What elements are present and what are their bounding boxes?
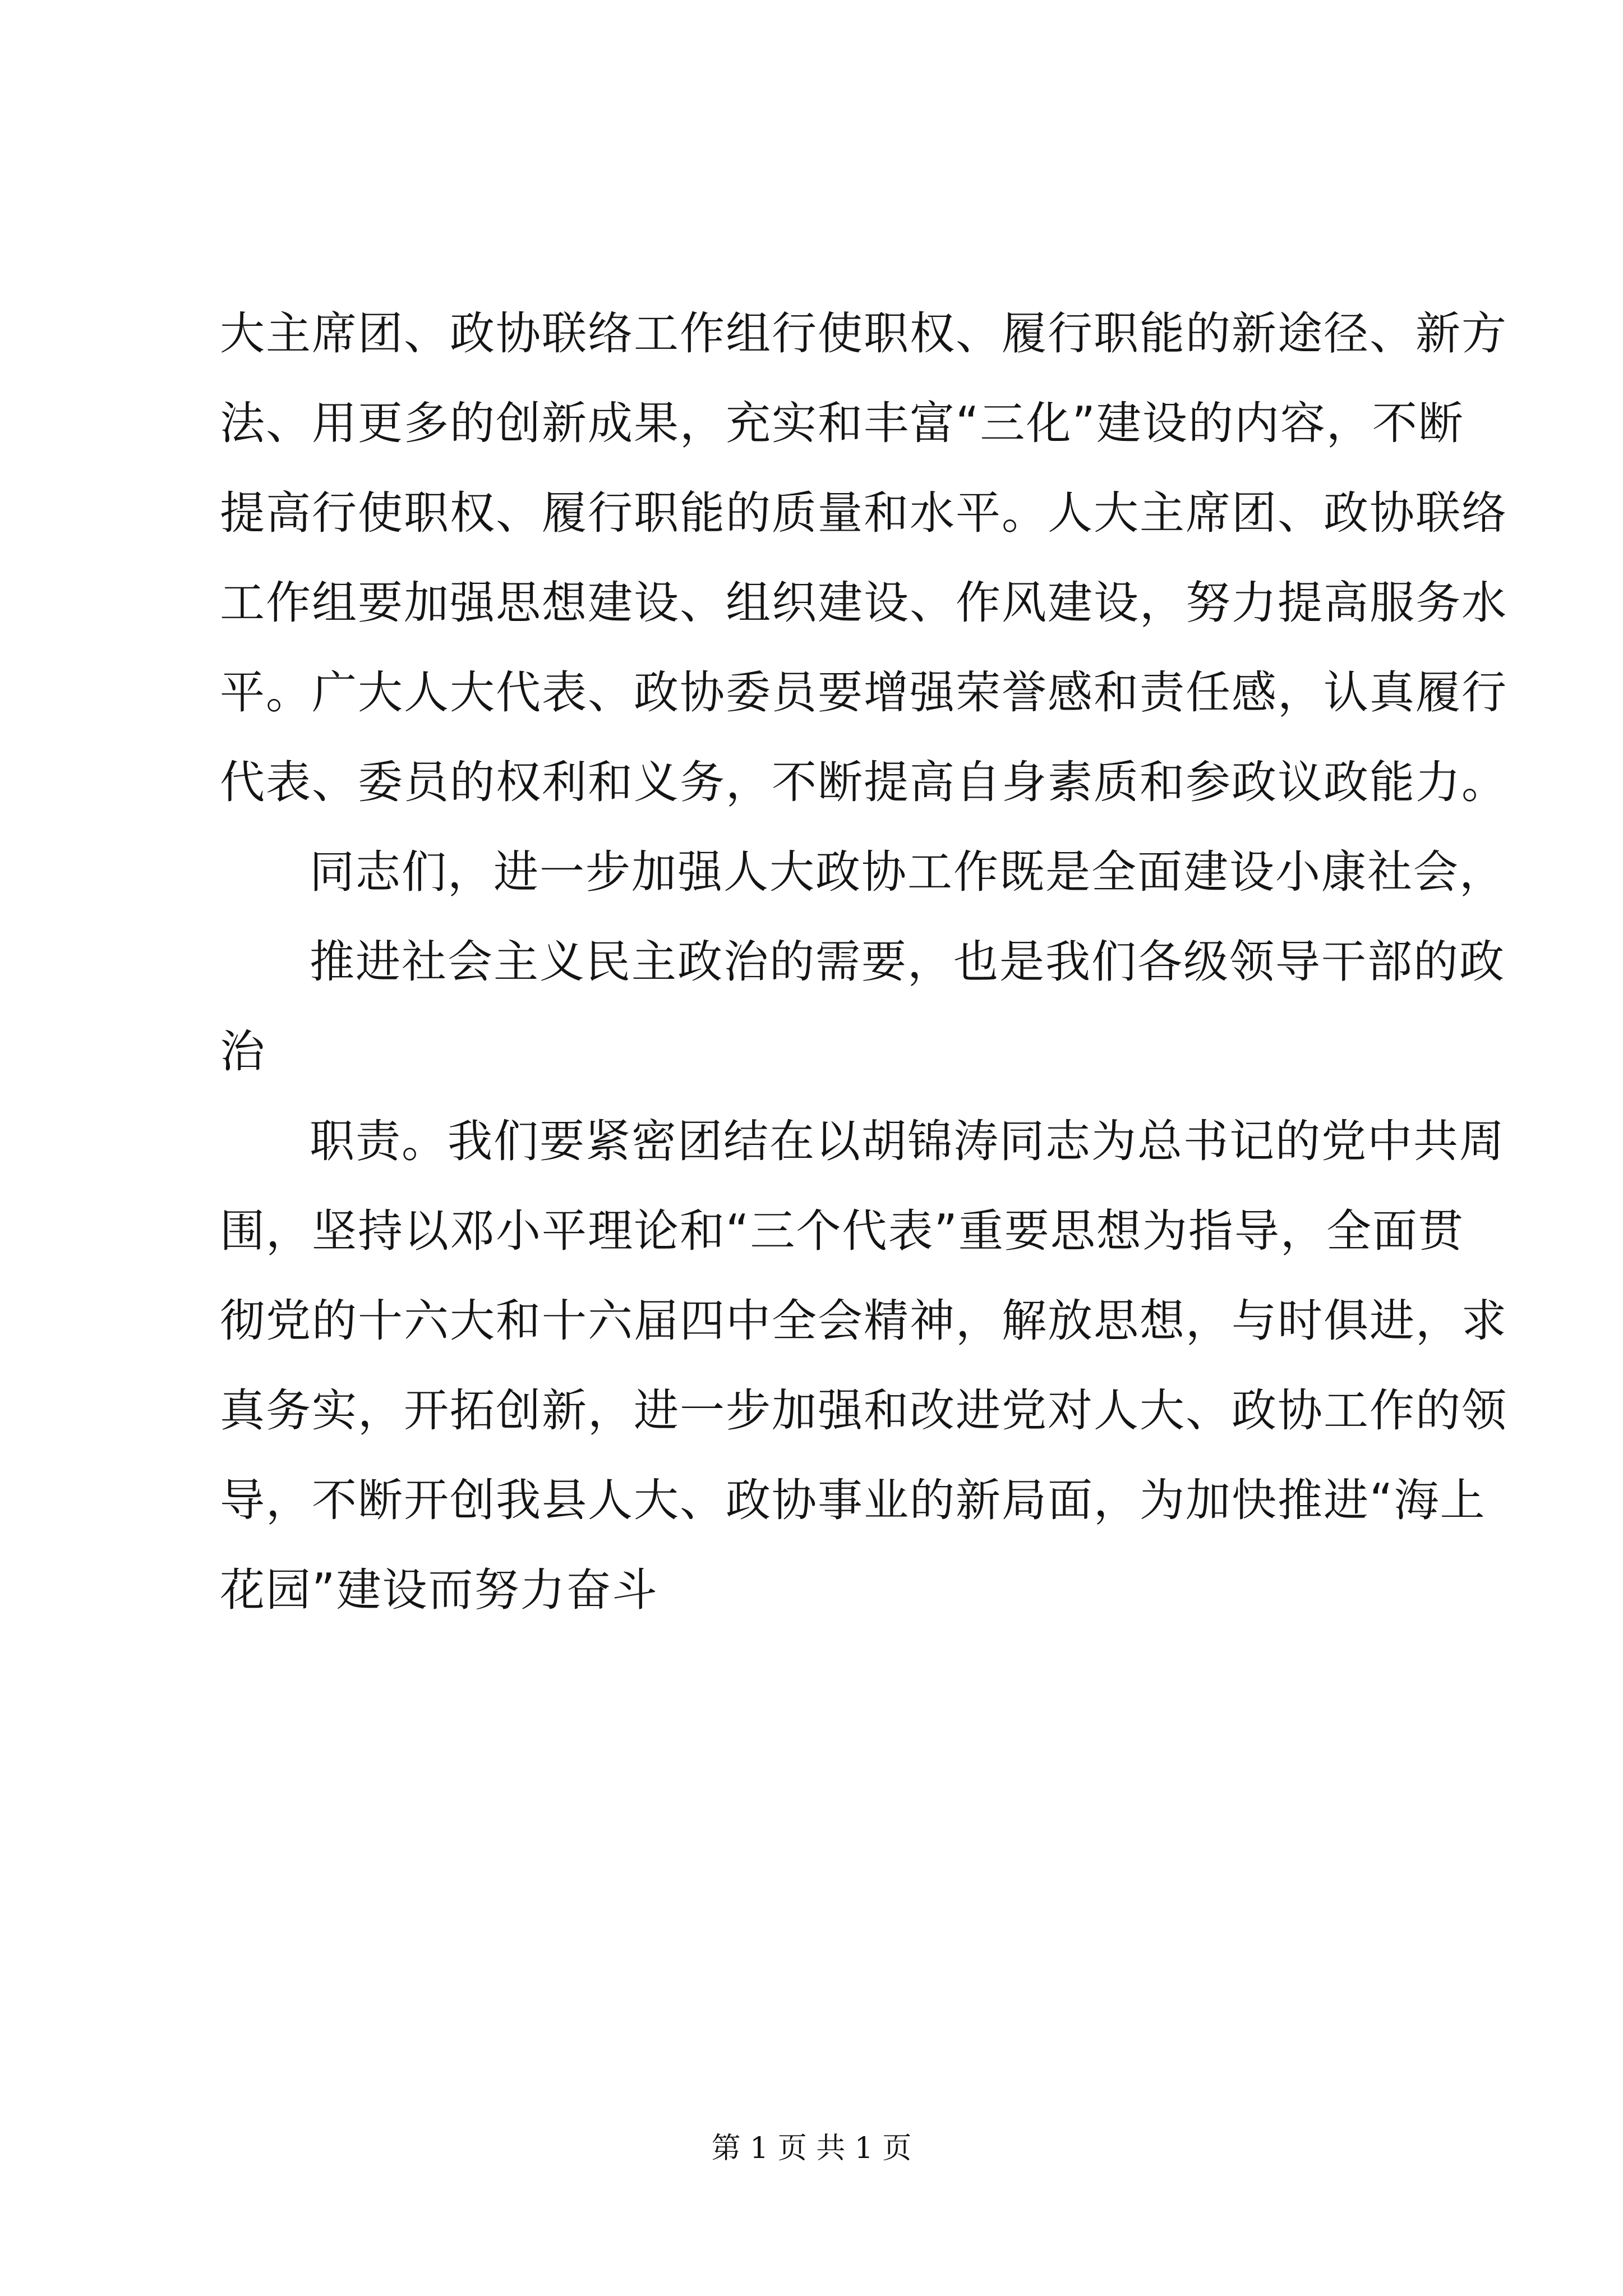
page-footer: 第 1 页 共 1 页 <box>711 2132 912 2165</box>
text-line: 大主席团、政协联络工作组行使职权、履行职能的新途径、新方 <box>220 307 1507 360</box>
text-line: 导，不断开创我县人大、政协事业的新局面，为加快推进“海上 <box>220 1474 1486 1526</box>
text-line: 工作组要加强思想建设、组织建设、作风建设，努力提高服务水 <box>220 577 1507 629</box>
text-line: 推进社会主义民主政治的需要，也是我们各级领导干部的政 <box>310 936 1505 988</box>
text-line: 彻党的十六大和十六届四中全会精神，解放思想，与时俱进，求 <box>220 1295 1507 1347</box>
text-line: 代表、委员的权利和义务，不断提高自身素质和参政议政能力。 <box>220 756 1507 808</box>
text-line: 同志们，进一步加强人大政协工作既是全面建设小康社会， <box>310 846 1505 898</box>
text-line: 真务实，开拓创新，进一步加强和改进党对人大、政协工作的领 <box>220 1384 1507 1437</box>
text-line: 职责。我们要紧密团结在以胡锦涛同志为总书记的党中共周 <box>310 1115 1505 1167</box>
text-line: 平。广大人大代表、政协委员要增强荣誉感和责任感，认真履行 <box>220 666 1507 719</box>
text-line: 花园”建设而努力奋斗 <box>220 1564 658 1616</box>
text-line: 围，坚持以邓小平理论和“三个代表”重要思想为指导，全面贯 <box>220 1205 1464 1257</box>
text-line: 治 <box>220 1025 266 1078</box>
text-line: 法、用更多的创新成果，充实和丰富“三化”建设的内容，不断 <box>220 397 1464 449</box>
body-text <box>220 289 1507 1635</box>
text-line: 提高行使职权、履行职能的质量和水平。人大主席团、政协联络 <box>220 487 1507 539</box>
